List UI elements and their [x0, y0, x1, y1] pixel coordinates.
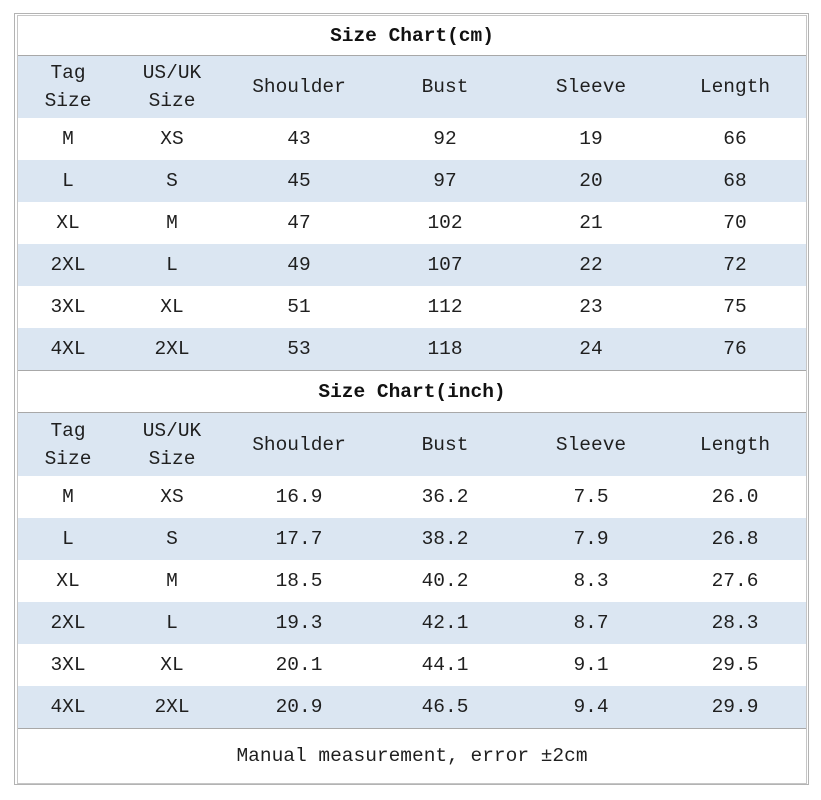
cell-tag-size: 2XL — [50, 254, 86, 276]
cell-sleeve: 20 — [579, 170, 603, 192]
column-header-tag-size — [18, 417, 118, 473]
table-row — [18, 560, 806, 602]
cell-sleeve: 8.7 — [573, 612, 609, 634]
header-line: Size — [148, 447, 196, 470]
column-header-sleeve: Sleeve — [555, 76, 627, 98]
cell-bust: 97 — [433, 170, 457, 192]
column-header-length: Length — [699, 76, 771, 98]
cell-bust: 102 — [427, 212, 463, 234]
cell-length: 29.5 — [711, 654, 759, 676]
cell-bust: 118 — [427, 338, 463, 360]
cell-us-uk-size: XS — [160, 128, 184, 150]
column-header-us-uk-size — [118, 417, 226, 473]
header-line: Tag — [50, 62, 86, 84]
table-row — [18, 244, 806, 286]
cell-sleeve: 24 — [579, 338, 603, 360]
cell-shoulder: 19.3 — [275, 612, 323, 634]
cell-length: 26.0 — [711, 486, 759, 508]
cell-tag-size: 3XL — [50, 296, 86, 318]
header-line: Size — [44, 90, 92, 112]
cell-tag-size: M — [62, 128, 74, 150]
cell-length: 72 — [723, 254, 747, 276]
cell-length: 70 — [723, 212, 747, 234]
size-chart-sheet — [18, 16, 806, 783]
header-line: Tag — [50, 419, 86, 442]
cell-shoulder: 53 — [287, 338, 311, 360]
column-header-us-uk-size — [118, 59, 226, 115]
cell-sleeve: 7.5 — [573, 486, 609, 508]
header-row — [18, 56, 806, 118]
cell-bust: 107 — [427, 254, 463, 276]
cell-tag-size: 4XL — [50, 338, 86, 360]
cell-shoulder: 51 — [287, 296, 311, 318]
cell-us-uk-size: M — [166, 570, 178, 592]
cell-shoulder: 17.7 — [275, 528, 323, 550]
cell-sleeve: 21 — [579, 212, 603, 234]
cell-us-uk-size: 2XL — [154, 338, 190, 360]
cell-tag-size: L — [62, 528, 74, 550]
cell-shoulder: 45 — [287, 170, 311, 192]
header-line: Size — [44, 447, 92, 470]
cell-bust: 42.1 — [421, 612, 469, 634]
cell-us-uk-size: L — [166, 254, 178, 276]
cell-us-uk-size: M — [166, 212, 178, 234]
cell-length: 68 — [723, 170, 747, 192]
cell-bust: 36.2 — [421, 486, 469, 508]
cell-length: 26.8 — [711, 528, 759, 550]
cell-shoulder: 47 — [287, 212, 311, 234]
cell-sleeve: 7.9 — [573, 528, 609, 550]
header-line: US/UK — [142, 419, 202, 442]
cell-tag-size: L — [62, 170, 74, 192]
table-title: Size Chart(cm) — [18, 16, 806, 56]
table-row — [18, 476, 806, 518]
cell-sleeve: 19 — [579, 128, 603, 150]
cell-us-uk-size: L — [166, 612, 178, 634]
cell-us-uk-size: XL — [160, 654, 184, 676]
cell-us-uk-size: 2XL — [154, 696, 190, 718]
cell-sleeve: 9.4 — [573, 696, 609, 718]
cell-sleeve: 8.3 — [573, 570, 609, 592]
cell-us-uk-size: XS — [160, 486, 184, 508]
cell-length: 66 — [723, 128, 747, 150]
cell-tag-size: XL — [56, 212, 80, 234]
table-row — [18, 644, 806, 686]
cell-shoulder: 16.9 — [275, 486, 323, 508]
cell-us-uk-size: S — [166, 170, 178, 192]
cell-tag-size: 3XL — [50, 654, 86, 676]
cell-length: 27.6 — [711, 570, 759, 592]
header-row — [18, 413, 806, 476]
cell-sleeve: 22 — [579, 254, 603, 276]
cell-sleeve: 9.1 — [573, 654, 609, 676]
cell-shoulder: 18.5 — [275, 570, 323, 592]
table-row — [18, 602, 806, 644]
cell-shoulder: 20.9 — [275, 696, 323, 718]
table-title: Size Chart(inch) — [18, 370, 806, 413]
cell-tag-size: 2XL — [50, 612, 86, 634]
column-header-bust: Bust — [421, 76, 469, 98]
table-row — [18, 202, 806, 244]
cell-bust: 46.5 — [421, 696, 469, 718]
cell-sleeve: 23 — [579, 296, 603, 318]
table-row — [18, 118, 806, 160]
cell-shoulder: 49 — [287, 254, 311, 276]
column-header-bust: Bust — [421, 433, 469, 456]
column-header-tag-size — [18, 59, 118, 115]
size-chart-inch — [18, 370, 806, 728]
cell-tag-size: XL — [56, 570, 80, 592]
cell-shoulder: 43 — [287, 128, 311, 150]
cell-bust: 92 — [433, 128, 457, 150]
header-line: Size — [148, 90, 196, 112]
cell-us-uk-size: XL — [160, 296, 184, 318]
cell-bust: 40.2 — [421, 570, 469, 592]
cell-shoulder: 20.1 — [275, 654, 323, 676]
cell-length: 29.9 — [711, 696, 759, 718]
cell-bust: 44.1 — [421, 654, 469, 676]
column-header-shoulder: Shoulder — [252, 433, 346, 456]
header-line: US/UK — [142, 62, 202, 84]
size-chart-cm — [18, 16, 806, 370]
table-row — [18, 686, 806, 728]
cell-bust: 38.2 — [421, 528, 469, 550]
measurement-note: Manual measurement, error ±2cm — [18, 728, 806, 783]
cell-length: 75 — [723, 296, 747, 318]
table-row — [18, 518, 806, 560]
table-row — [18, 328, 806, 370]
table-row — [18, 160, 806, 202]
cell-bust: 112 — [427, 296, 463, 318]
cell-tag-size: 4XL — [50, 696, 86, 718]
column-header-sleeve: Sleeve — [555, 433, 627, 456]
column-header-length: Length — [699, 433, 771, 456]
cell-tag-size: M — [62, 486, 74, 508]
cell-us-uk-size: S — [166, 528, 178, 550]
cell-length: 28.3 — [711, 612, 759, 634]
table-row — [18, 286, 806, 328]
cell-length: 76 — [723, 338, 747, 360]
column-header-shoulder: Shoulder — [252, 76, 346, 98]
